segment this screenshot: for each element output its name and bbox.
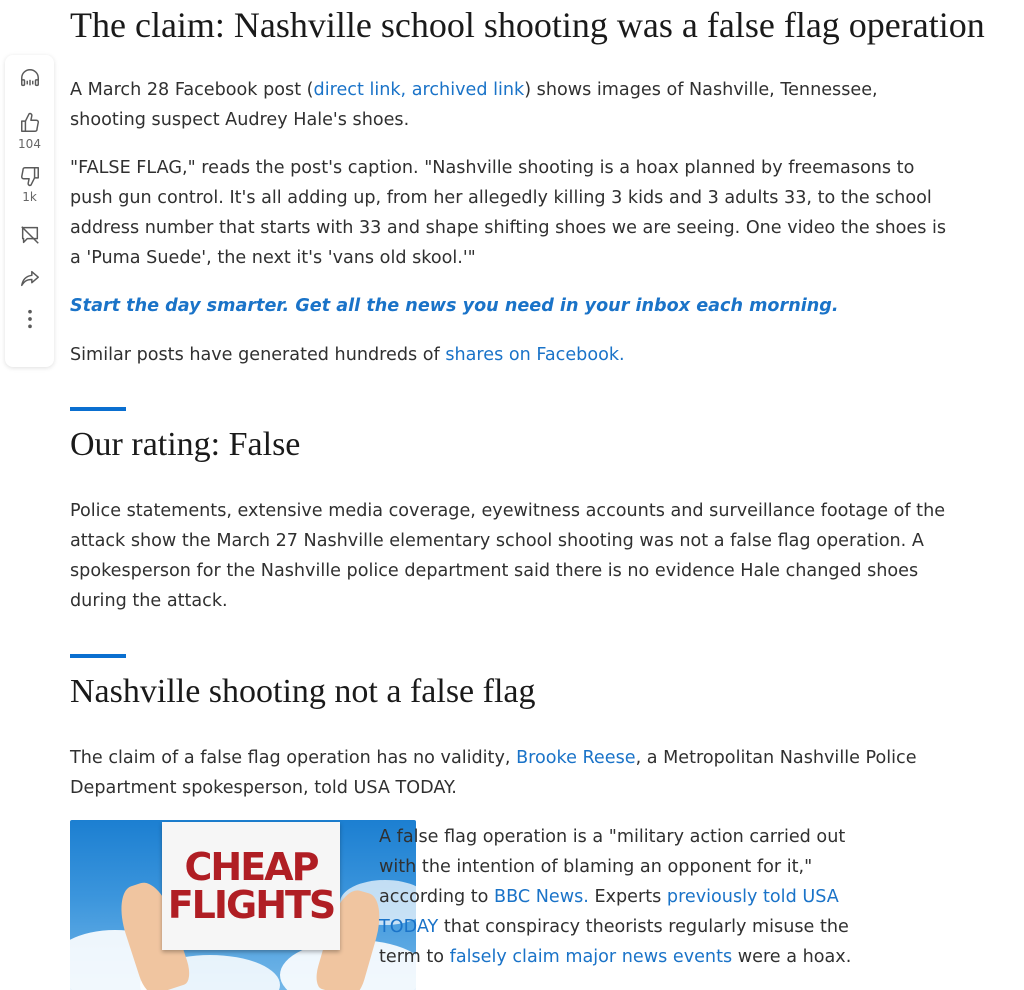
- article-title: The claim: Nashville school shooting was a false flag operation: [70, 5, 985, 45]
- like-button[interactable]: [18, 112, 41, 151]
- like-count: 104: [18, 137, 41, 151]
- previously-told-usa-today-link[interactable]: previously told USA TODAY: [379, 887, 839, 937]
- dislike-button[interactable]: [19, 165, 41, 204]
- bbc-news-link[interactable]: BBC News.: [494, 887, 589, 907]
- direct-archived-link[interactable]: direct link, archived link: [313, 80, 525, 100]
- share-icon: [19, 268, 41, 290]
- thumbs-up-icon: [19, 112, 41, 134]
- section-heading-false-flag: Nashville shooting not a false flag: [70, 673, 536, 710]
- comments-off-icon: [19, 224, 41, 246]
- caption-quote-paragraph: "FALSE FLAG," reads the post's caption. "Nashville shooting is a hoax planned by freemasons to push gun control. It's all adding up, from her allegedly killing 3 kids and 3 adults 33, to the school address number that starts with 33 and shape shifting shoes we are seeing. One video the shoes is a 'Puma Suede', the next it's 'vans old skool.'": [70, 158, 947, 268]
- newsletter-promo-paragraph: [70, 291, 950, 321]
- more-options-button[interactable]: [19, 308, 41, 330]
- listen-button[interactable]: [19, 67, 41, 89]
- headphones-icon: [19, 67, 41, 89]
- section-accent-bar: [70, 407, 126, 411]
- brooke-reese-link[interactable]: Brooke Reese: [516, 748, 636, 768]
- cheap-flights-ad-image[interactable]: [70, 820, 416, 990]
- false-flag-definition-block: [379, 822, 884, 972]
- falsely-claim-news-events-link[interactable]: falsely claim major news events: [449, 947, 733, 967]
- similar-posts-paragraph: Similar posts have generated hundreds of shares on Facebook.: [70, 345, 625, 365]
- section-accent-bar: [70, 654, 126, 658]
- rating-heading: Our rating: False: [70, 426, 301, 463]
- shares-on-facebook-link[interactable]: shares on Facebook.: [445, 345, 625, 365]
- ad-sign-line1: CHEAP: [184, 845, 318, 889]
- thumbs-down-icon: [19, 165, 41, 187]
- newsletter-promo-link[interactable]: Start the day smarter. Get all the news you need in your inbox each morning.: [70, 296, 839, 316]
- ad-sign-line2: FLIGHTS: [167, 883, 335, 927]
- police-statement-paragraph: The claim of a false flag operation has no validity, Brooke Reese, a Metropolitan Nashville Police Department spokesperson, told USA TODAY.: [70, 748, 917, 798]
- article-action-toolbar: [5, 55, 54, 367]
- comments-button[interactable]: [19, 224, 41, 246]
- dislike-count: 1k: [22, 190, 37, 204]
- false-flag-definition-paragraph: A false flag operation is a "military action carried out with the intention of blaming an opponent for it," according to BBC News. Experts previously told USA TODAY that conspiracy theorists regularly misuse the term to falsely claim major news events were a hoax.: [379, 827, 852, 967]
- more-vertical-icon: [19, 308, 41, 330]
- ad-sign: [162, 822, 340, 950]
- share-button[interactable]: [19, 268, 41, 290]
- rating-paragraph: Police statements, extensive media coverage, eyewitness accounts and surveillance footage of the attack show the March 27 Nashville elementary school shooting was not a false flag operation. A spokesperson for the Nashville police department said there is no evidence Hale changed shoes during the attack.: [70, 501, 946, 611]
- claim-paragraph: A March 28 Facebook post (direct link, archived link) shows images of Nashville, Tennessee, shooting suspect Audrey Hale's shoes.: [70, 80, 878, 130]
